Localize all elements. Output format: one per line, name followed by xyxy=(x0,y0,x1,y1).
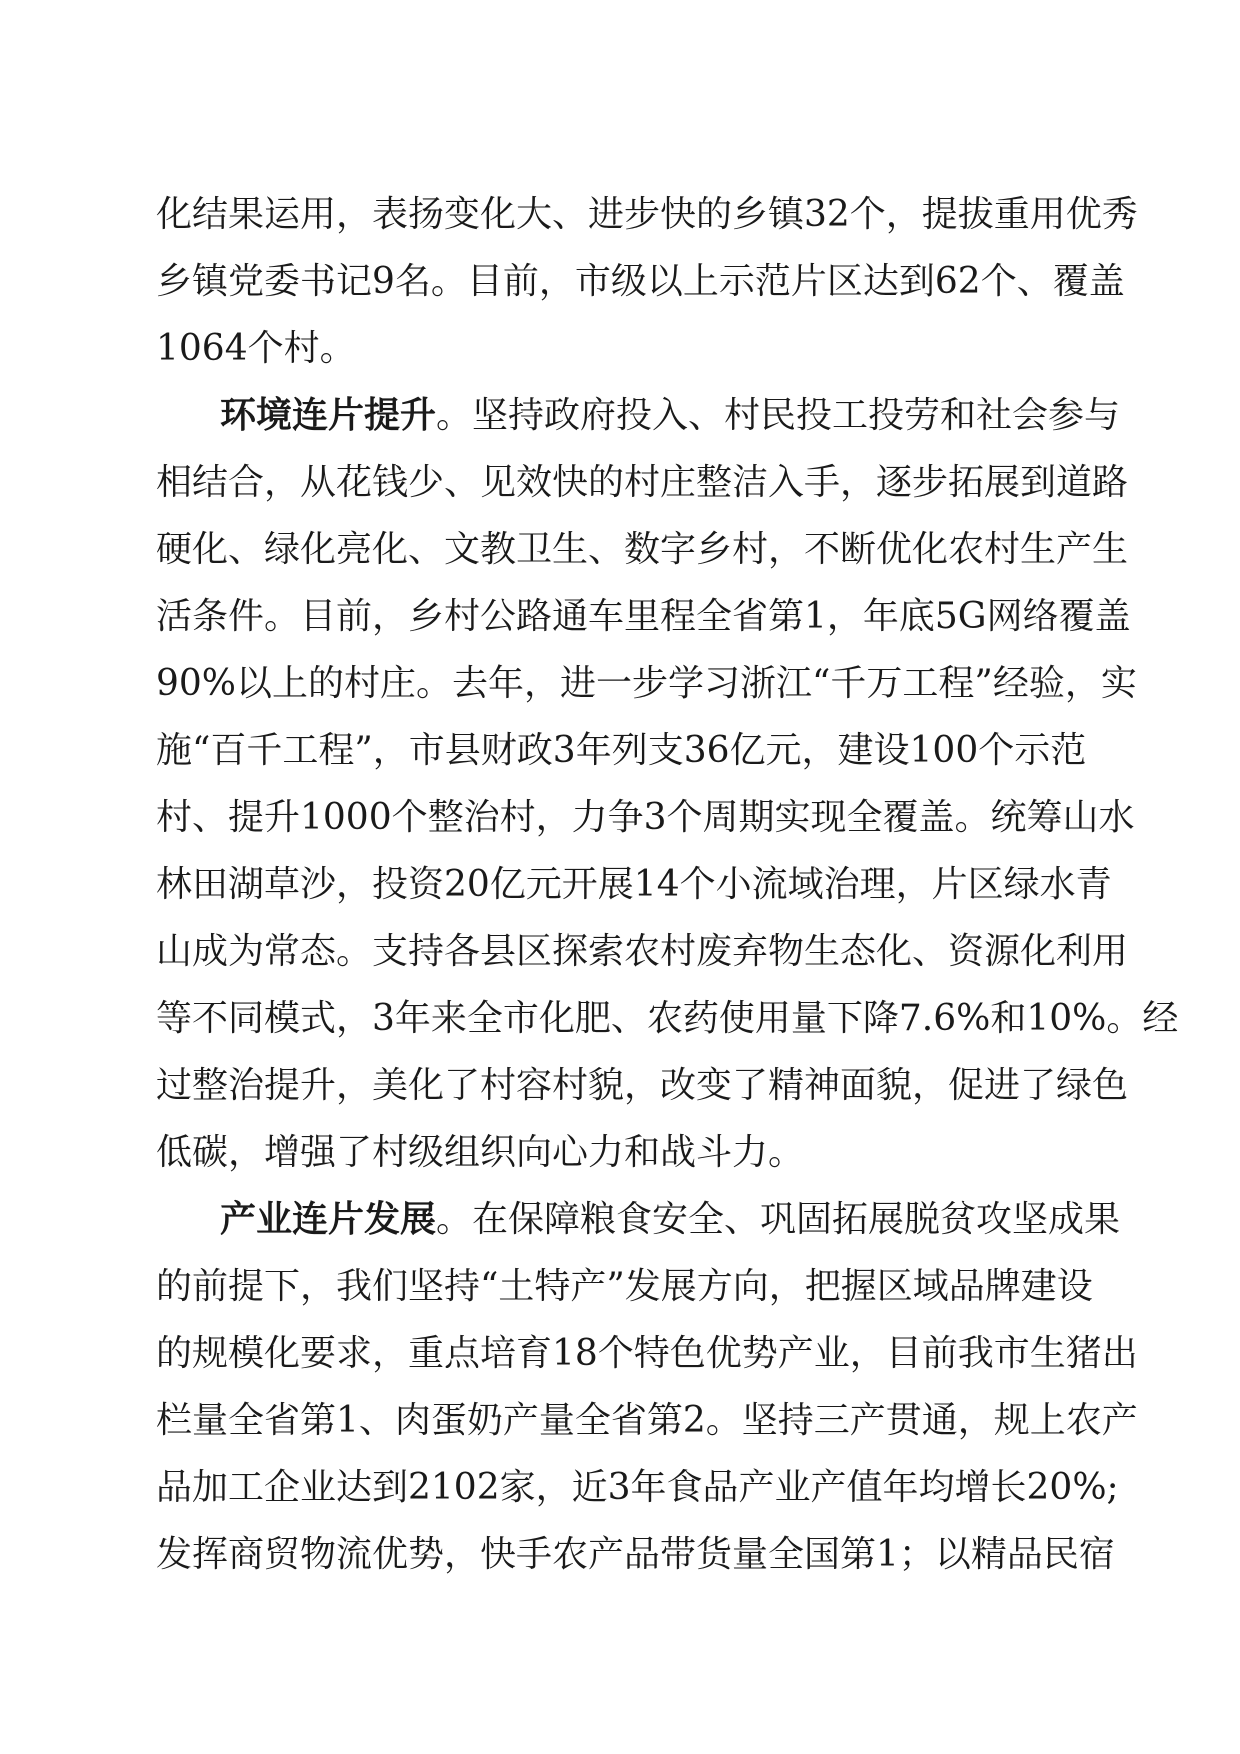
paragraph-line: 施“百千工程”，市县财政3年列支36亿元，建设100个示范 xyxy=(156,730,1087,771)
paragraph-line: 活条件。目前，乡村公路通车里程全省第1，年底5G网络覆盖 xyxy=(156,596,1131,637)
paragraph-line: 化结果运用，表扬变化大、进步快的乡镇32个，提拔重用优秀 xyxy=(156,194,1138,235)
paragraph-first-line xyxy=(156,1186,1121,1253)
paragraph-line: 低碳，增强了村级组织向心力和战斗力。 xyxy=(156,1132,805,1173)
paragraph-line: 过整治提升，美化了村容村貌，改变了精神面貌，促进了绿色 xyxy=(156,1065,1129,1106)
paragraph-line: 硬化、绿化亮化、文教卫生、数字乡村，不断优化农村生产生 xyxy=(156,529,1129,570)
paragraph-line: 90%以上的村庄。去年，进一步学习浙江“千万工程”经验，实 xyxy=(156,663,1137,704)
paragraph-line: 1064个村。 xyxy=(156,328,356,369)
paragraph-line: 发挥商贸物流优势，快手农产品带货量全国第1；以精品民宿 xyxy=(156,1534,1115,1575)
section-heading-industry: 产业连片发展 xyxy=(220,1199,437,1240)
paragraph-1 xyxy=(156,181,1138,382)
paragraph-line: 林田湖草沙，投资20亿元开展14个小流域治理，片区绿水青 xyxy=(156,864,1112,905)
paragraph-line: 的规模化要求，重点培育18个特色优势产业，目前我市生猪出 xyxy=(156,1333,1138,1374)
section-heading-environment: 环境连片提升 xyxy=(220,395,437,436)
paragraph-line: 山成为常态。支持各县区探索农村废弃物生态化、资源化利用 xyxy=(156,931,1129,972)
document-body xyxy=(156,181,1179,1588)
paragraph-line: 品加工企业达到2102家，近3年食品产业产值年均增长20%; xyxy=(156,1467,1119,1508)
paragraph-2 xyxy=(156,382,1179,1186)
paragraph-3 xyxy=(156,1186,1138,1588)
paragraph-line: 的前提下，我们坚持“土特产”发展方向，把握区域品牌建设 xyxy=(156,1266,1093,1307)
paragraph-line: 村、提升1000个整治村，力争3个周期实现全覆盖。统筹山水 xyxy=(156,797,1135,838)
paragraph-first-line xyxy=(156,382,1121,449)
paragraph-line: 栏量全省第1、肉蛋奶产量全省第2。坚持三产贯通，规上农产 xyxy=(156,1400,1138,1441)
paragraph-line-rest: 。坚持政府投入、村民投工投劳和社会参与 xyxy=(436,395,1121,436)
paragraph-line: 等不同模式，3年来全市化肥、农药使用量下降7.6%和10%。经 xyxy=(156,998,1179,1039)
paragraph-line: 相结合，从花钱少、见效快的村庄整洁入手，逐步拓展到道路 xyxy=(156,462,1129,503)
paragraph-line: 乡镇党委书记9名。目前，市级以上示范片区达到62个、覆盖 xyxy=(156,261,1125,302)
paragraph-line-rest: 。在保障粮食安全、巩固拓展脱贫攻坚成果 xyxy=(436,1199,1121,1240)
